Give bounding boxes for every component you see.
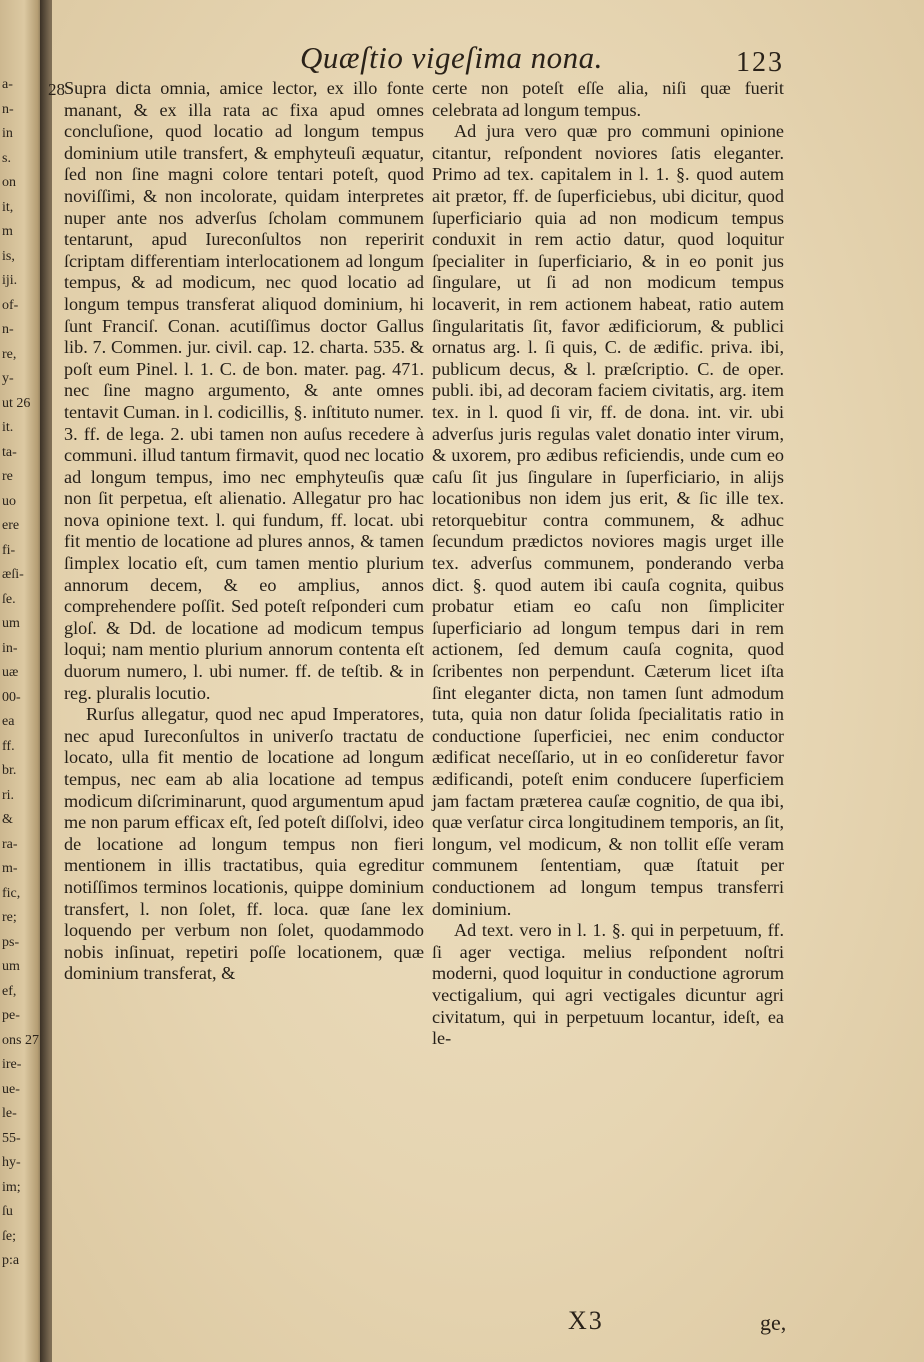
running-head: Quæſtio vigeſima nona. bbox=[300, 40, 603, 75]
previous-page-text-fragment: ps- bbox=[2, 934, 20, 950]
previous-page-text-fragment: m bbox=[2, 224, 13, 239]
previous-page-text-fragment: ſu bbox=[2, 1204, 13, 1219]
paragraph: Rurſus allegatur, quod nec apud Imperatores, nec apud Iureconſultos in univerſo tractatu de locato, ulla fit mentio de locatione ad longum tempus, nec eam ab alia locatione ad tempus modicum diſcriminarunt, quod argumentum apud me non parum efficax eſt, ſed poteſt diſſolvi, ideo de locatione ad longum tempus non fieri mentionem in illis tractatibus, quia egreditur notiſſimos terminos locationis, quippe dominium transfert, l. non ſolet, ff. loca. quæ ſane lex loquendo per verbum non ſolet, quodammodo nobis inſinuat, repetiri poſſe locationem, quæ dominium transferat, & bbox=[64, 704, 424, 984]
previous-page-text-fragment: on bbox=[2, 175, 16, 190]
previous-page-text-fragment: ut 26 bbox=[2, 395, 31, 411]
previous-page-text-fragment: um bbox=[2, 616, 20, 631]
previous-page-text-fragment: uæ bbox=[2, 665, 19, 680]
previous-page-text-fragment: it. bbox=[2, 420, 14, 435]
previous-page-text-fragment: ea bbox=[2, 714, 15, 729]
previous-page-text-fragment: ff. bbox=[2, 738, 15, 754]
previous-page-text-fragment: ra- bbox=[2, 836, 18, 852]
previous-page-text-fragment: s. bbox=[2, 150, 11, 166]
previous-page-text-fragment: æſi- bbox=[2, 567, 24, 582]
previous-page-text-fragment: ſe. bbox=[2, 591, 16, 607]
previous-page-text-fragment: ere bbox=[2, 518, 20, 533]
catchword: ge, bbox=[760, 1310, 787, 1335]
previous-page-text-fragment: re, bbox=[2, 346, 17, 362]
previous-page-text-fragment: n- bbox=[2, 322, 14, 337]
previous-page-text-fragment: im; bbox=[2, 1179, 21, 1195]
previous-page-text-fragment: y- bbox=[2, 371, 14, 386]
signature-mark: X3 bbox=[568, 1306, 604, 1335]
previous-page-text-fragment: n- bbox=[2, 101, 14, 117]
previous-page-text-fragment: le- bbox=[2, 1106, 17, 1121]
previous-page-text-fragment: in- bbox=[2, 640, 18, 656]
previous-page-text-fragment: ue- bbox=[2, 1081, 20, 1097]
previous-page-text-fragment: pe- bbox=[2, 1008, 20, 1023]
previous-page-text-fragment: is, bbox=[2, 248, 15, 264]
previous-page-text-fragment: p:a bbox=[2, 1253, 20, 1268]
previous-page-text-fragment: of- bbox=[2, 297, 19, 313]
previous-page-text-fragment: & bbox=[2, 812, 13, 827]
previous-page-text-fragment: hy- bbox=[2, 1155, 21, 1170]
previous-page-text-fragment: m- bbox=[2, 861, 18, 876]
previous-page-text-fragment: ire- bbox=[2, 1057, 22, 1072]
previous-page-text-fragment: a- bbox=[2, 77, 13, 92]
previous-page-text-fragment: re bbox=[2, 469, 13, 484]
previous-page-text-fragment: ſe; bbox=[2, 1228, 16, 1244]
previous-page-text-fragment: ta- bbox=[2, 444, 17, 460]
previous-page-text-fragment: it, bbox=[2, 199, 14, 215]
previous-page-text-fragment: um bbox=[2, 959, 20, 974]
paragraph: Ad text. vero in l. 1. §. qui in perpetuum, ff. ſi ager vectiga. melius reſpondent noſtri moderni, quod loquitur in conductione agrorum vectigalium, qui agri vectigales dicuntur agri civitatum, qui in perpetuum locantur, ideſt, ea le- bbox=[432, 920, 784, 1049]
previous-page-text-fragment: ons 27 bbox=[2, 1032, 39, 1048]
previous-page-text-fragment: 55- bbox=[2, 1130, 21, 1146]
previous-page-text-fragment: fi- bbox=[2, 542, 16, 558]
paragraph: certe non poteſt eſſe alia, niſi quæ fuerit celebrata ad longum tempus. bbox=[432, 78, 784, 120]
previous-page-text-fragment: ri. bbox=[2, 787, 15, 803]
previous-page-text-fragment: ef, bbox=[2, 983, 17, 999]
left-text-column bbox=[64, 78, 424, 985]
previous-page-text-fragment: uo bbox=[2, 493, 16, 509]
right-text-column bbox=[432, 78, 784, 1050]
previous-page-edge bbox=[0, 0, 44, 1362]
margin-line-number: 28 bbox=[48, 80, 65, 99]
previous-page-text-fragment: in bbox=[2, 126, 13, 141]
previous-page-text-fragment: re; bbox=[2, 910, 17, 925]
paragraph: Supra dicta omnia, amice lector, ex illo fonte manant, & ex illa rata ac fixa apud omnes concluſione, quod locatio ad longum tempus dominium utile transfert, & emphyteuſi æquatur, ſed non ſine magni colore tentari poteſt, quod noviſſimi, & non incolorate, quidam interpretes nuper ante nos adverſus ſcholam communem tentarunt, apud Iureconſultos non reperirit ſcriptam differentiam interlocationem ad longum tempus, & ad modicum, nec quod locatio ad longum tempus transferat aliquod dominium, hi ſunt Franciſ. Conan. acutiſſimus doctor Gallus lib. 7. Commen. jur. civil. cap. 12. charta. 535. & poſt eum Pinel. l. 1. C. de bon. mater. pag. 471. nec ſine magno argumento, & ante omnes tentavit Cuman. in l. codicillis, §. inſtituto numer. 3. ff. de lega. 2. ubi tamen non auſus recedere à communi. illud tantum firmavit, quod nec locatio ad longum tempus, imo nec emphyteuſis quæ non ſit perpetua, eſt alienatio. Allegatur pro hac nova opinione text. l. qui fundum, ff. locat. ubi fit mentio de locatione ad plures annos, & tamen ſimplex locatio eſt, cum tamen mentio plurium annorum decem, & eo amplius, annos comprehendere poſſit. Sed poteſt reſponderi cum gloſ. & Dd. de locatione ad modicum tempus loqui; nam mentio plurium annorum contenta eſt duorum numero, l. ubi numer. ff. de teſtib. & in reg. pluralis locutio. bbox=[64, 78, 424, 703]
previous-page-text-fragment: 00- bbox=[2, 689, 21, 705]
previous-page-text-fragment: fic, bbox=[2, 885, 21, 901]
page-number: 123 bbox=[736, 47, 784, 78]
paragraph: Ad jura vero quæ pro communi opinione citantur, reſpondent noviores ſatis eleganter. Primo ad tex. capitalem in l. 1. §. quod autem ait prætor, ff. de ſuperficiebus, ubi dicitur, quod ſuperficiario quia ad non modicum tempus conduxit in rem actio datur, quod loquitur ſpecialiter in ſuperficiario, & in eo ponit jus ſingulare, ut ſi ad non modicum tempus locaverit, in rem actionem habeat, ratio autem ſingularitatis ſit, favor ædificiorum, & publici ornatus arg. l. ſi quis, C. de ædific. priva. ibi, publicum decus, & l. præſcriptio. C. de oper. publi. ibi, ad decoram faciem civitatis, arg. item tex. in l. quod ſi vir, ff. de dona. int. vir. ubi adverſus juris regulas valet donatio inter virum, & uxorem, pro ædibus reficiendis, unde cum eo caſu ſit jus ſingulare in ſuperficiario, in alijs locationibus non idem jus erit, & ſic ille tex. retorquebitur contra communem, & adhuc ſecundum prædictos noviores magis urget ille tex. adverſus communem, ponderando verba dict. §. quod autem ibi cauſa cognita, quibus probatur etiam eo caſu non ſimpliciter ſuperficiario ad longum tempus dari in rem actionem, ſed demum cauſa cognita, quod ſcribentes non perpendunt. Cæterum licet iſta ſint eleganter dicta, non tamen ſunt admodum tuta, quia non datur ſolida ſpecialitatis ratio in conductione ſuperficiei, nec enim conductor ædificat neceſſario, ut in eo conſideretur favor ædificandi, poteſt enim conducere ſuperficiem jam factam præterea cauſæ cognitio, de qua ibi, quæ verſatur circa longitudinem temporis, an ſit, longum, vel modicum, & non tollit eſſe veram communem ſententiam, quæ ſtatuit per conductionem ad longum tempus transferri dominium. bbox=[432, 121, 784, 919]
previous-page-text-fragment: br. bbox=[2, 763, 17, 778]
previous-page-text-fragment: iji. bbox=[2, 273, 18, 288]
book-page bbox=[48, 0, 924, 1362]
